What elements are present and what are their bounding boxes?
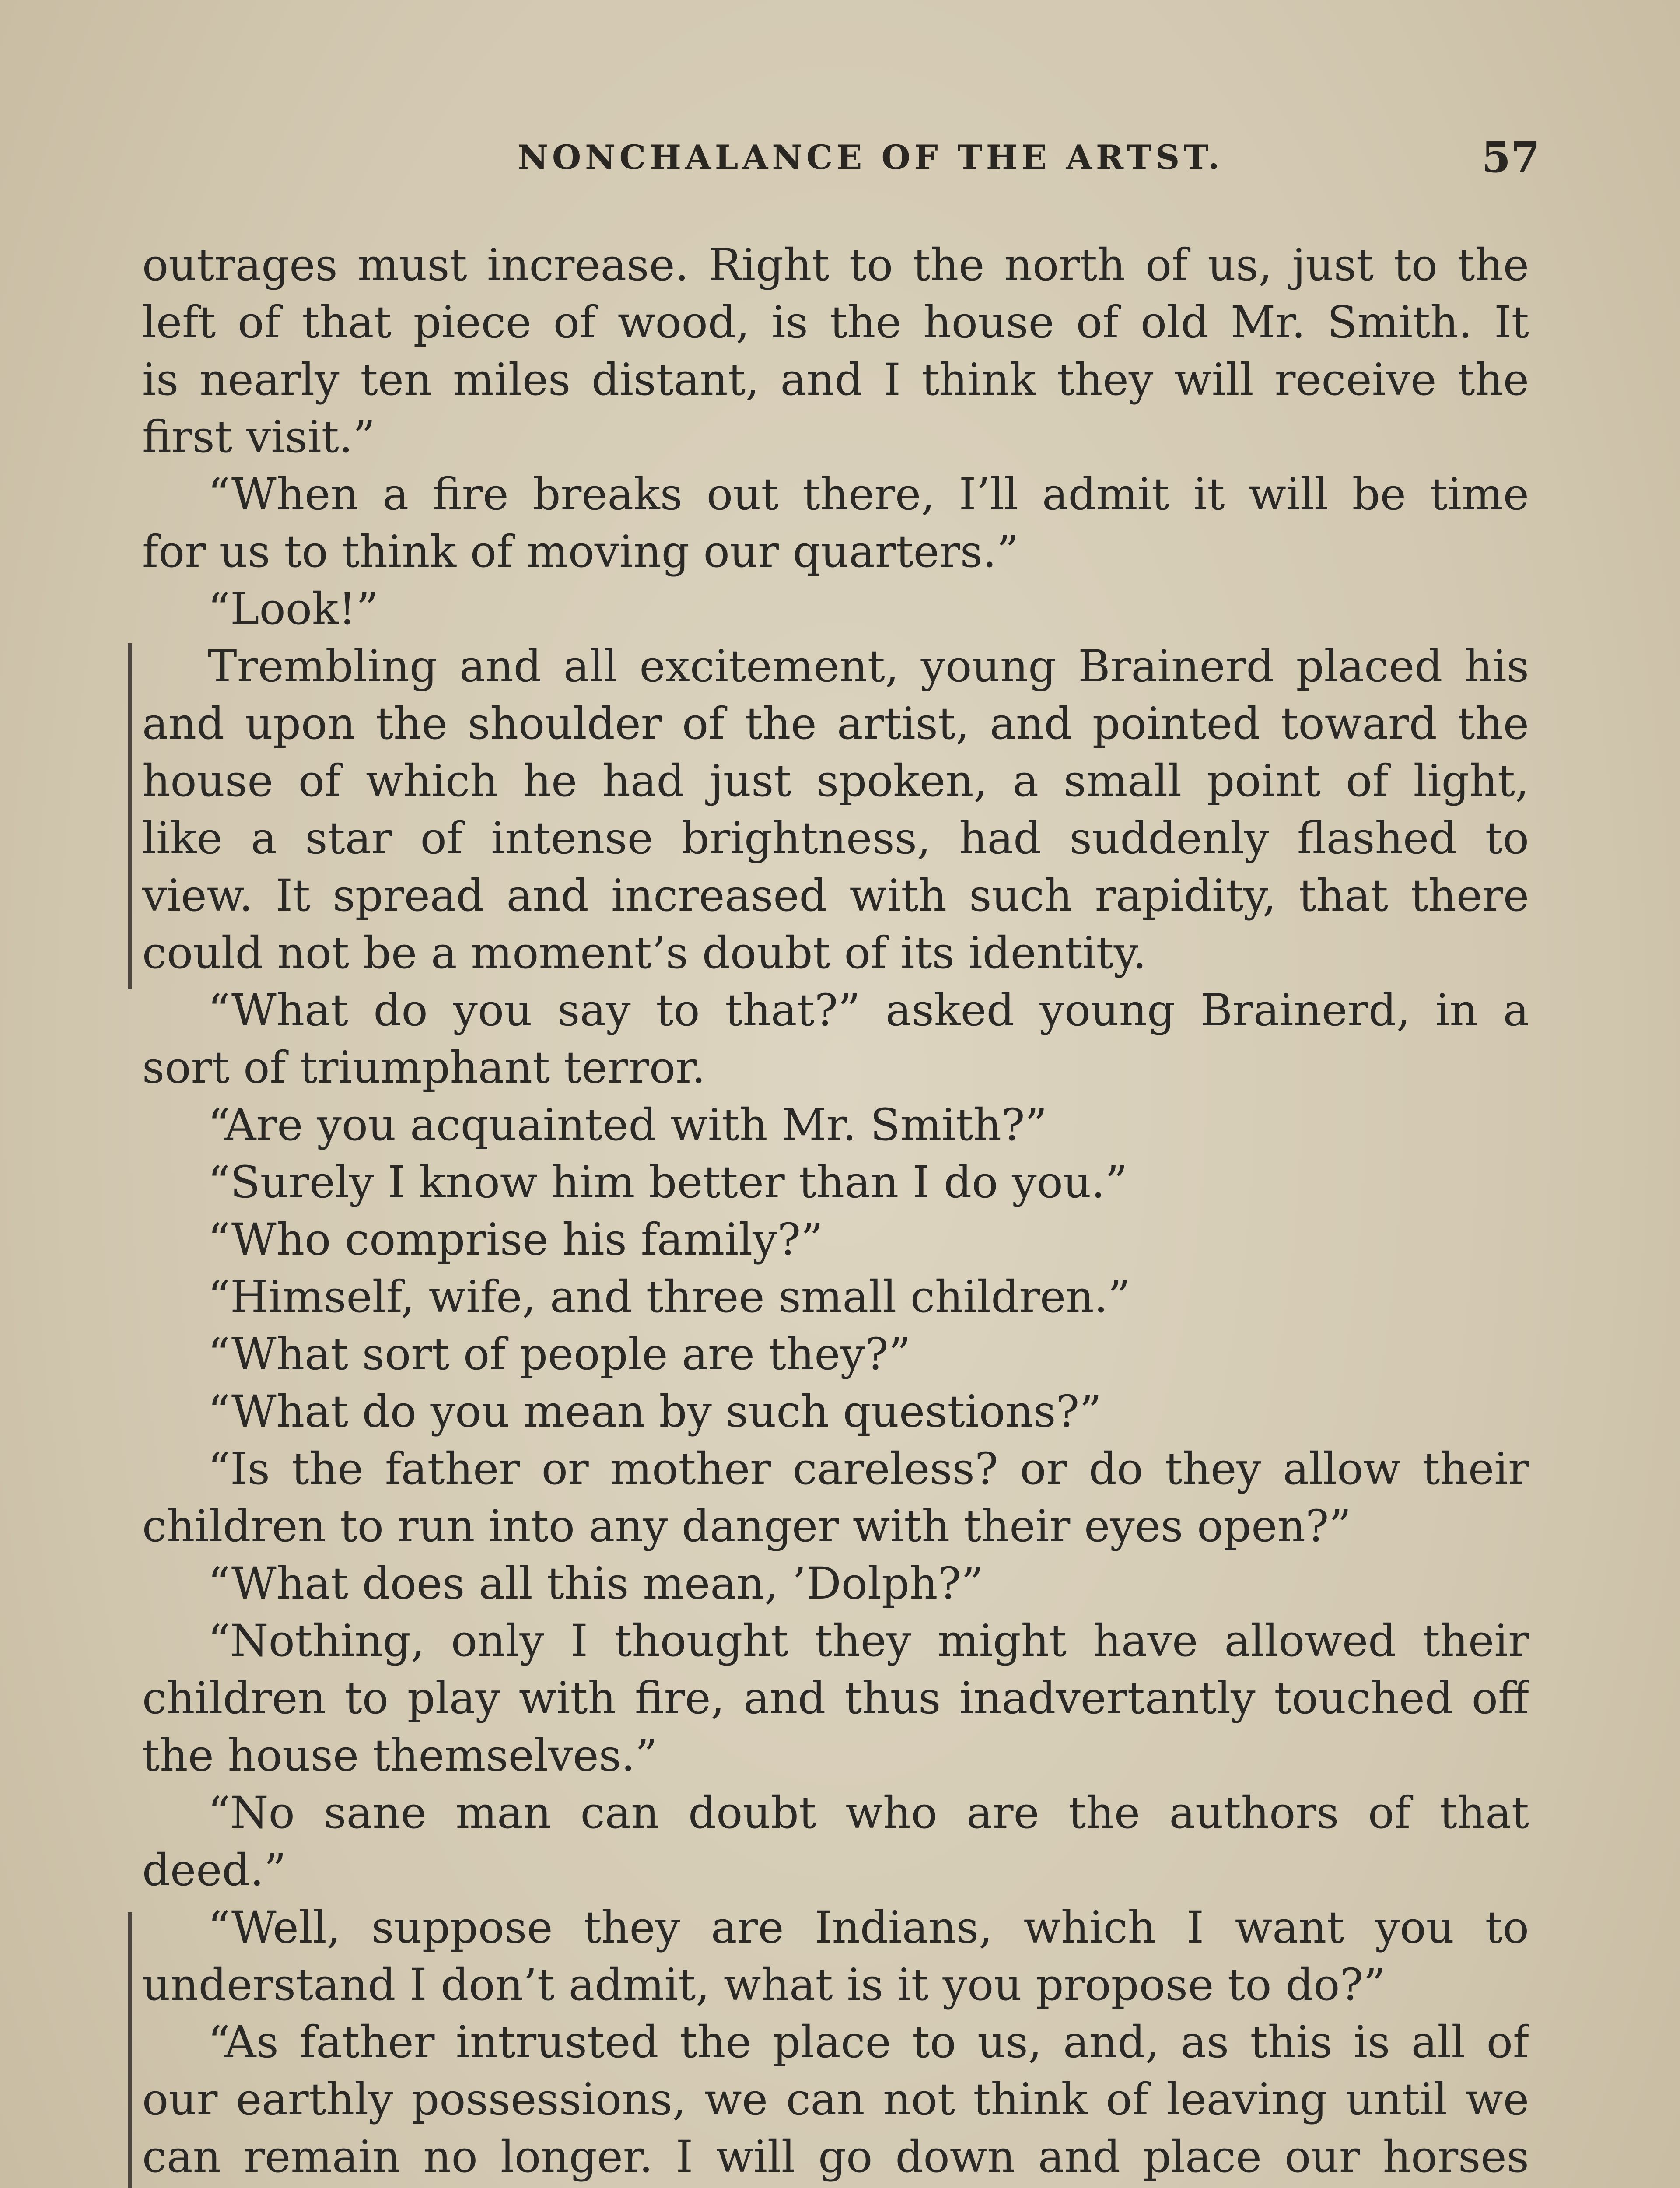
running-title: NONCHALANCE OF THE ARTST.: [518, 138, 1224, 177]
text-line: “What sort of people are they?”: [208, 1329, 911, 1380]
text-line: children to play with fire, and thus inadvertantly touched off: [142, 1673, 1529, 1724]
text-line: house of which he had just spoken, a small point of light,: [142, 755, 1529, 806]
text-line: children to run into any danger with their eyes open?”: [142, 1501, 1351, 1552]
text-line: like a star of intense brightness, had suddenly flashed to: [142, 813, 1529, 864]
text-line: “What do you say to that?” asked young Brainerd, in a: [208, 985, 1529, 1036]
text-line: “What do you mean by such questions?”: [208, 1386, 1102, 1437]
text-line: is nearly ten miles distant, and I think they will receive the: [142, 354, 1529, 405]
text-line: “Look!”: [208, 583, 378, 635]
body-text: [142, 236, 1529, 2188]
text-line: deed.”: [142, 1844, 287, 1896]
text-line: “Is the father or mother careless? or do they allow their: [208, 1443, 1529, 1494]
text-line: “When a fire breaks out there, I’ll admit it will be time: [208, 469, 1529, 520]
text-line: view. It spread and increased with such rapidity, that there: [142, 870, 1529, 921]
page-number: 57: [1481, 133, 1540, 182]
text-line: “As father intrusted the place to us, and, as this is all of: [208, 2016, 1529, 2068]
text-line: and upon the shoulder of the artist, and pointed toward the: [142, 698, 1529, 749]
text-line: “No sane man can doubt who are the authors of that: [208, 1787, 1529, 1838]
text-line: could not be a moment’s doubt of its identity.: [142, 927, 1147, 978]
text-line: “Himself, wife, and three small children.”: [208, 1271, 1130, 1322]
text-line: “Well, suppose they are Indians, which I want you to: [208, 1902, 1529, 1953]
text-line: understand I don’t admit, what is it you propose to do?”: [142, 1959, 1386, 2010]
text-line: outrages must increase. Right to the north of us, just to the: [142, 239, 1529, 291]
text-line: left of that piece of wood, is the house of old Mr. Smith. It: [142, 297, 1529, 348]
text-line: [142, 2185, 1529, 2188]
text-line: can remain no longer. I will go down and place our horses: [142, 2131, 1529, 2182]
text-line: the house themselves.”: [142, 1730, 658, 1781]
text-line: “Nothing, only I thought they might have allowed their: [208, 1615, 1529, 1666]
text-line: “Are you acquainted with Mr. Smith?”: [208, 1099, 1047, 1150]
margin-mark: [128, 643, 132, 989]
text-line: “What does all this mean, ’Dolph?”: [208, 1558, 984, 1609]
running-head: [149, 131, 1540, 184]
text-line: sort of triumphant terror.: [142, 1042, 706, 1093]
text-line: Trembling and all excitement, young Brainerd placed his: [208, 641, 1529, 692]
text-line: first visit.”: [142, 411, 375, 463]
text-line: for us to think of moving our quarters.”: [142, 526, 1019, 577]
text-line: “Who comprise his family?”: [208, 1214, 823, 1265]
text-line: “Surely I know him better than I do you.”: [208, 1157, 1128, 1208]
margin-mark: [128, 1912, 132, 2188]
text-line: our earthly possessions, we can not think of leaving until we: [142, 2074, 1529, 2125]
